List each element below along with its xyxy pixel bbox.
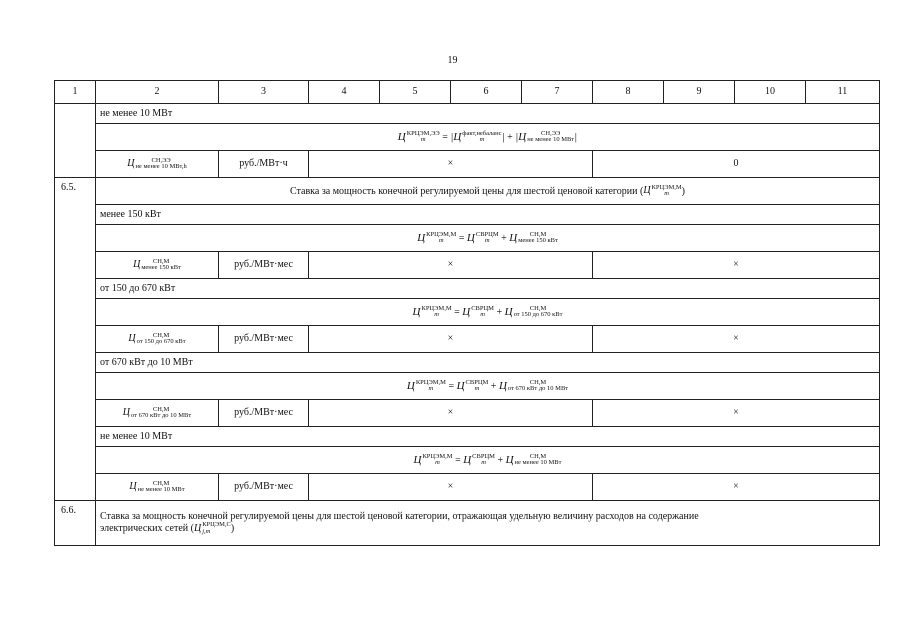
param-symbol: Ц СН,М от 670 кВт до 10 МВт bbox=[96, 400, 219, 427]
equals-sign: = bbox=[442, 131, 448, 143]
header-cell: 11 bbox=[806, 81, 880, 104]
formula-cell: Ц КРЦЭМ,М m = Ц СВРЦМ m + Ц СН,М от 670 кВт до 10 МВт bbox=[96, 373, 880, 400]
group-label: от 670 кВт до 10 МВт bbox=[96, 353, 880, 373]
param-mark: × bbox=[309, 400, 593, 427]
param-row bbox=[55, 252, 880, 279]
param-mark: × bbox=[593, 400, 880, 427]
param-row bbox=[55, 151, 880, 178]
param-unit: руб./МВт·ч bbox=[219, 151, 309, 178]
param-symbol: Ц СН,М не менее 10 МВт bbox=[96, 474, 219, 501]
header-cell: 3 bbox=[219, 81, 309, 104]
table-row bbox=[55, 104, 880, 124]
header-cell: 9 bbox=[664, 81, 735, 104]
formula-cell: Ц КРЦЭМ,М m = Ц СВРЦМ m + Ц СН,М не менее 10 МВт bbox=[96, 447, 880, 474]
header-cell: 8 bbox=[593, 81, 664, 104]
table-row bbox=[55, 279, 880, 299]
param-unit: руб./МВт·мес bbox=[219, 400, 309, 427]
param-mark: × bbox=[593, 474, 880, 501]
param-symbol: Ц СН,М от 150 до 670 кВт bbox=[96, 326, 219, 353]
header-row bbox=[55, 81, 880, 104]
formula-cell bbox=[96, 124, 880, 151]
param-mark: × bbox=[593, 326, 880, 353]
header-cell: 2 bbox=[96, 81, 219, 104]
section-title: Ставка за мощность конечной регулируемой цены для шестой ценовой категории (Ц КРЦЭМ,М m ) bbox=[96, 178, 880, 205]
group-label: не менее 10 МВт bbox=[96, 104, 880, 124]
tariff-table bbox=[54, 80, 880, 546]
formula-row bbox=[55, 124, 880, 151]
formula-term: |Ц факт,небаланс m | bbox=[450, 129, 505, 143]
group-label: не менее 10 МВт bbox=[96, 427, 880, 447]
param-mark: × bbox=[309, 252, 593, 279]
page-number: 19 bbox=[447, 55, 458, 66]
section-title-row bbox=[55, 178, 880, 205]
formula-row bbox=[55, 299, 880, 326]
row-number-cell bbox=[55, 104, 96, 178]
formula-cell: Ц КРЦЭМ,М m = Ц СВРЦМ m + Ц СН,М от 150 до 670 кВт bbox=[96, 299, 880, 326]
header-cell: 7 bbox=[522, 81, 593, 104]
plus-sign: + bbox=[507, 131, 513, 143]
formula-row bbox=[55, 373, 880, 400]
param-unit: руб./МВт·мес bbox=[219, 326, 309, 353]
param-mark: × bbox=[309, 474, 593, 501]
header-cell: 4 bbox=[309, 81, 380, 104]
param-unit: руб./МВт·мес bbox=[219, 252, 309, 279]
formula-lhs: Ц КРЦЭМ,ЭЭ m bbox=[397, 129, 440, 143]
param-row bbox=[55, 326, 880, 353]
param-row bbox=[55, 474, 880, 501]
table-row bbox=[55, 353, 880, 373]
param-row bbox=[55, 400, 880, 427]
param-symbol: Ц СН,ЭЭ не менее 10 МВт,h bbox=[96, 151, 219, 178]
formula-cell: Ц КРЦЭМ,М m = Ц СВРЦМ m + Ц СН,М менее 150 кВт bbox=[96, 225, 880, 252]
section-title-row bbox=[55, 501, 880, 546]
param-mark: × bbox=[309, 326, 593, 353]
param-mark: × bbox=[593, 252, 880, 279]
param-mark: 0 bbox=[593, 151, 880, 178]
table-row bbox=[55, 427, 880, 447]
section-number: 6.6. bbox=[55, 501, 96, 546]
formula-row bbox=[55, 447, 880, 474]
group-label: от 150 до 670 кВт bbox=[96, 279, 880, 299]
header-cell: 6 bbox=[451, 81, 522, 104]
header-cell: 5 bbox=[380, 81, 451, 104]
section-number: 6.5. bbox=[55, 178, 96, 501]
table-row bbox=[55, 205, 880, 225]
param-symbol: Ц СН,М менее 150 кВт bbox=[96, 252, 219, 279]
header-cell: 10 bbox=[735, 81, 806, 104]
section-title: Ставка за мощность конечной регулируемой цены для шестой ценовой категории, отражающая удельную величину расходов на содержание электрических сетей (Ц КРЦЭМ,С j,m ) bbox=[96, 501, 880, 546]
param-mark: × bbox=[309, 151, 593, 178]
formula-row bbox=[55, 225, 880, 252]
group-label: менее 150 кВт bbox=[96, 205, 880, 225]
header-cell: 1 bbox=[55, 81, 96, 104]
formula-term: |Ц СН,ЭЭ не менее 10 МВт | bbox=[515, 129, 578, 143]
param-unit: руб./МВт·мес bbox=[219, 474, 309, 501]
